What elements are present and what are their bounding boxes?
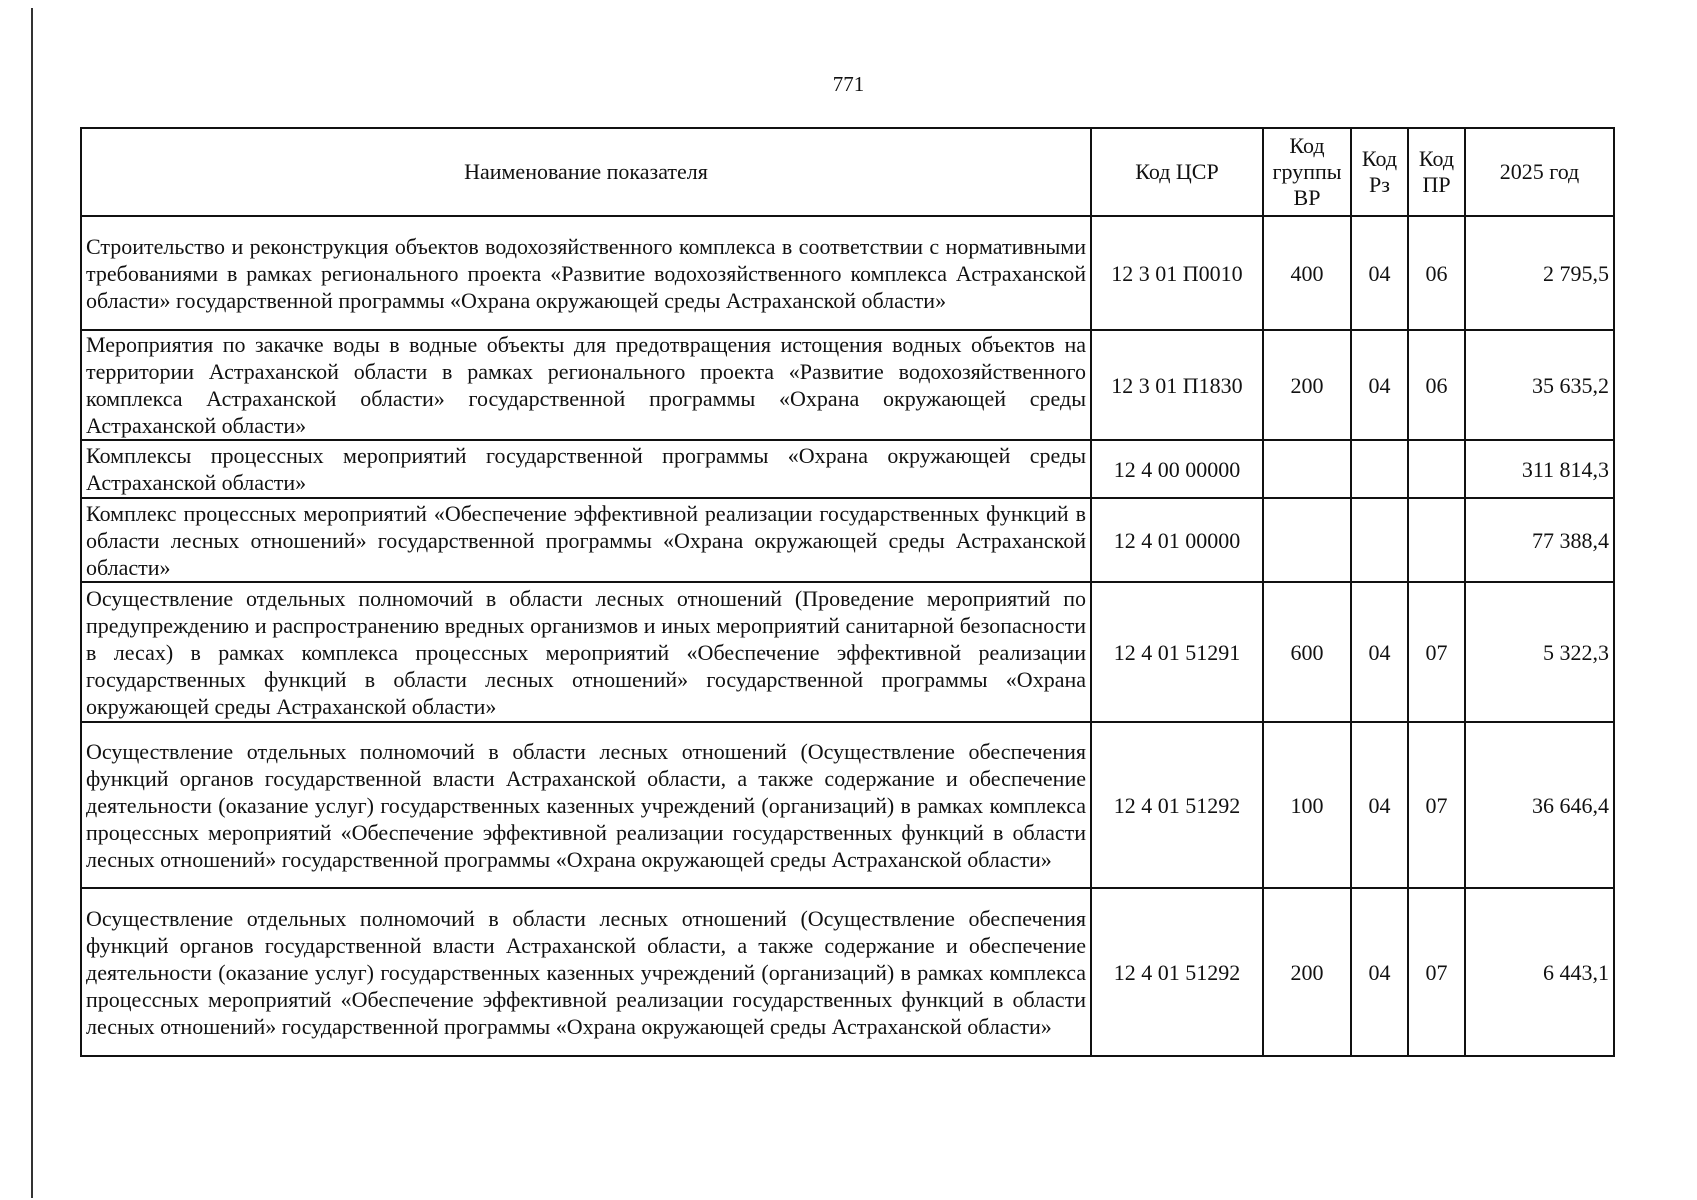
row-name-cell: Осуществление отдельных полномочий в области лесных отношений (Осуществление обеспечения функций органов государственной власти Астраханской области, а также содержание и обеспечение деятельности (оказание услуг) государственных казенных учреждений (организаций) в рамках комплекса процессных мероприятий «Обеспечение эффективной реализации государственных функций в области лесных отношений» государственной программы «Охрана окружающей среды Астраханской области» [81,888,1091,1056]
row-rz-cell [1351,498,1408,582]
row-vr-cell: 400 [1263,216,1351,330]
row-name-cell: Осуществление отдельных полномочий в области лесных отношений (Осуществление обеспечения функций органов государственной власти Астраханской области, а также содержание и обеспечение деятельности (оказание услуг) государственных казенных учреждений (организаций) в рамках комплекса процессных мероприятий «Обеспечение эффективной реализации государственных функций в области лесных отношений» государственной программы «Охрана окружающей среды Астраханской области» [81,722,1091,888]
row-csr-cell: 12 3 01 П1830 [1091,330,1263,440]
row-csr-cell: 12 4 01 00000 [1091,498,1263,582]
header-name: Наименование показателя [81,128,1091,216]
row-name-cell: Мероприятия по закачке воды в водные объекты для предотвращения истощения водных объектов на территории Астраханской области в рамках регионального проекта «Развитие водохозяйственного комплекса Астраханской области» государственной программы «Охрана окружающей среды Астраханской области» [81,330,1091,440]
row-amount-cell: 6 443,1 [1465,888,1614,1056]
row-pr-cell: 06 [1408,330,1465,440]
header-year-2025: 2025 год [1465,128,1614,216]
row-csr-cell: 12 3 01 П0010 [1091,216,1263,330]
row-amount-cell: 77 388,4 [1465,498,1614,582]
row-pr-cell [1408,498,1465,582]
row-name-cell: Осуществление отдельных полномочий в области лесных отношений (Проведение мероприятий по предупреждению и распространению вредных организмов и иных мероприятий санитарной безопасности в лесах) в рамках комплекса процессных мероприятий «Обеспечение эффективной реализации государственных функций в области лесных отношений» государственной программы «Охрана окружающей среды Астраханской области» [81,582,1091,722]
row-amount-cell: 36 646,4 [1465,722,1614,888]
row-vr-cell [1263,498,1351,582]
row-pr-cell [1408,440,1465,498]
row-rz-cell: 04 [1351,582,1408,722]
row-amount-cell: 5 322,3 [1465,582,1614,722]
header-vr-group-code: Код группы ВР [1263,128,1351,216]
row-amount-cell: 311 814,3 [1465,440,1614,498]
row-name-cell: Комплекс процессных мероприятий «Обеспечение эффективной реализации государственных функций в области лесных отношений» государственной программы «Охрана окружающей среды Астраханской области» [81,498,1091,582]
row-amount-cell: 35 635,2 [1465,330,1614,440]
row-csr-cell: 12 4 01 51292 [1091,722,1263,888]
budget-table [80,127,1615,1057]
row-vr-cell: 100 [1263,722,1351,888]
row-vr-cell [1263,440,1351,498]
header-rz-code: Код Рз [1351,128,1408,216]
table-body [81,216,1614,1056]
row-pr-cell: 07 [1408,722,1465,888]
row-name-cell: Строительство и реконструкция объектов водохозяйственного комплекса в соответствии с нормативными требованиями в рамках регионального проекта «Развитие водохозяйственного комплекса Астраханской области» государственной программы «Охрана окружающей среды Астраханской области» [81,216,1091,330]
row-vr-cell: 200 [1263,330,1351,440]
row-name-cell: Комплексы процессных мероприятий государственной программы «Охрана окружающей среды Астраханской области» [81,440,1091,498]
header-row [81,128,1614,216]
row-rz-cell: 04 [1351,722,1408,888]
row-csr-cell: 12 4 00 00000 [1091,440,1263,498]
row-rz-cell: 04 [1351,330,1408,440]
row-vr-cell: 600 [1263,582,1351,722]
header-pr-code: Код ПР [1408,128,1465,216]
row-pr-cell: 06 [1408,216,1465,330]
table-row [81,582,1614,722]
row-rz-cell: 04 [1351,888,1408,1056]
row-csr-cell: 12 4 01 51292 [1091,888,1263,1056]
row-rz-cell [1351,440,1408,498]
header-csr-code: Код ЦСР [1091,128,1263,216]
table-row [81,888,1614,1056]
table-row [81,216,1614,330]
table-row [81,722,1614,888]
row-rz-cell: 04 [1351,216,1408,330]
row-pr-cell: 07 [1408,888,1465,1056]
row-vr-cell: 200 [1263,888,1351,1056]
page-margin-line [31,8,33,1198]
row-amount-cell: 2 795,5 [1465,216,1614,330]
table-row [81,498,1614,582]
table-header [81,128,1614,216]
table-row [81,330,1614,440]
table-row [81,440,1614,498]
page-number: 771 [832,72,865,96]
row-csr-cell: 12 4 01 51291 [1091,582,1263,722]
row-pr-cell: 07 [1408,582,1465,722]
